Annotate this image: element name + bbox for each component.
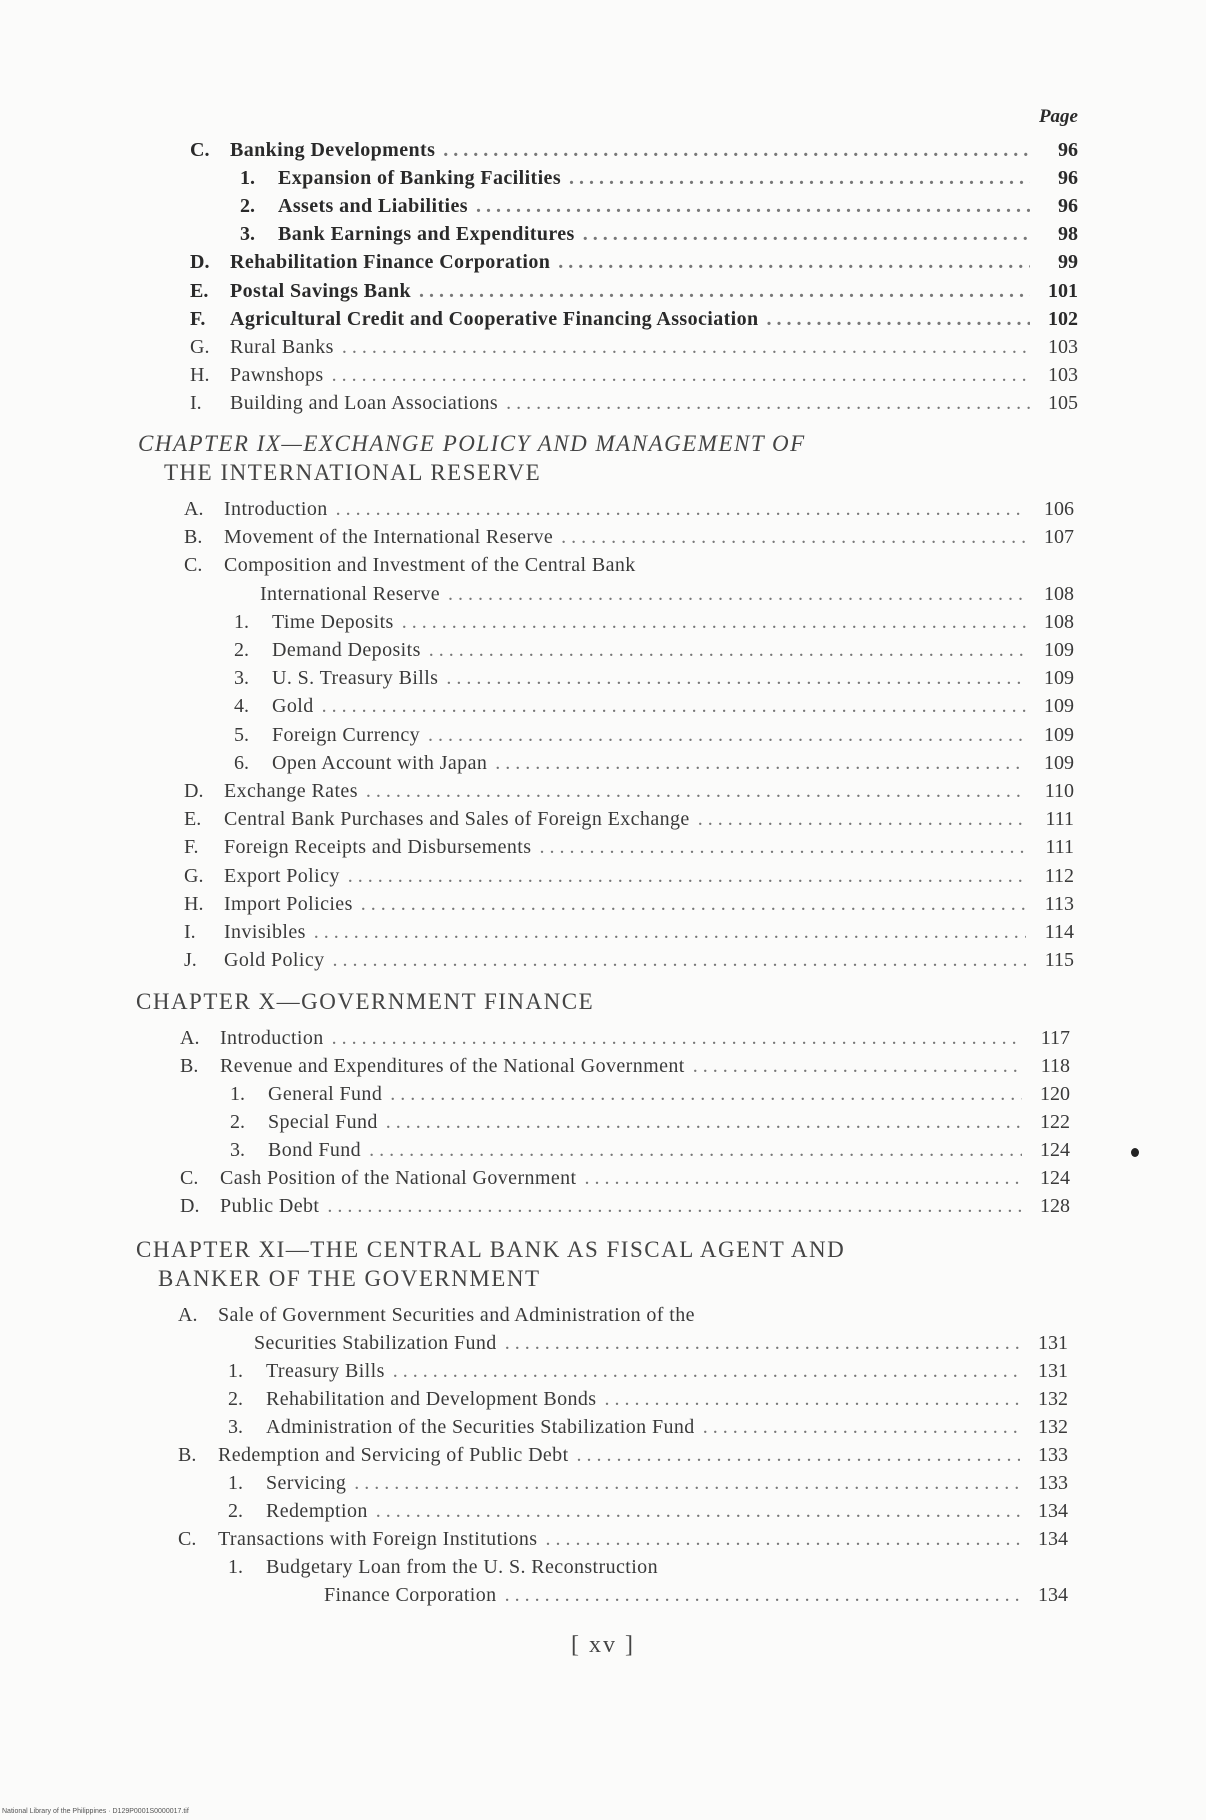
toc-entry — [180, 1192, 1070, 1220]
toc-entry-marker: G. — [184, 864, 204, 887]
dot-leader — [583, 220, 1030, 248]
toc-entry-page: 122 — [1040, 1111, 1070, 1133]
dot-leader — [336, 495, 1026, 523]
toc-entry-marker: 1. — [230, 1083, 245, 1105]
toc-entry-page: 115 — [1044, 949, 1074, 972]
toc-entry-marker: G. — [190, 335, 210, 358]
dot-leader — [558, 248, 1030, 276]
chapter-heading-line: CHAPTER X—GOVERNMENT FINANCE — [136, 989, 595, 1014]
toc-entry-label: General Fund — [268, 1083, 383, 1105]
toc-entry-label: Pawnshops — [230, 363, 324, 386]
dot-leader — [348, 862, 1026, 890]
toc-entry-marker: B. — [180, 1055, 199, 1077]
dot-leader — [342, 333, 1030, 361]
toc-entry-marker: 1. — [228, 1360, 243, 1382]
toc-entry — [228, 1497, 1068, 1525]
toc-entry — [254, 1329, 1068, 1357]
toc-entry-label: Composition and Investment of the Central Bank — [224, 554, 636, 577]
toc-entry-marker: C. — [184, 554, 203, 577]
toc-entry-marker: 2. — [228, 1388, 243, 1410]
dot-leader — [402, 608, 1026, 636]
toc-entry-label: Movement of the International Reserve — [224, 526, 554, 549]
toc-entry — [228, 1553, 1068, 1581]
dot-leader — [505, 1581, 1020, 1609]
toc-entry-page: 109 — [1044, 751, 1074, 774]
toc-entry-label: Expansion of Banking Facilities — [278, 167, 562, 190]
toc-entry-page: 96 — [1058, 139, 1078, 161]
toc-entry-label: Foreign Receipts and Disbursements — [224, 836, 532, 859]
toc-entry-marker: 2. — [230, 1111, 245, 1133]
toc-entry — [234, 749, 1074, 777]
toc-entry-label: Introduction — [224, 498, 328, 520]
toc-entry-marker: E. — [184, 808, 202, 831]
toc-entry-marker: C. — [180, 1167, 199, 1189]
toc-entry-label: Assets and Liabilities — [278, 195, 468, 218]
dot-leader — [332, 1024, 1022, 1052]
toc-entry-label: Exchange Rates — [224, 780, 358, 802]
toc-entry — [260, 580, 1074, 608]
chapter-heading-line: BANKER OF THE GOVERNMENT — [158, 1266, 541, 1291]
dot-leader — [429, 636, 1026, 664]
page-column-header: Page — [1038, 106, 1078, 127]
toc-entry-marker: F. — [184, 836, 199, 859]
toc-entry-page: 124 — [1040, 1139, 1070, 1161]
toc-entry-page: 103 — [1048, 335, 1078, 358]
toc-entry-page: 102 — [1048, 307, 1078, 330]
toc-entry-page: 108 — [1044, 582, 1074, 605]
toc-entry-page: 134 — [1038, 1500, 1068, 1522]
toc-entry — [234, 692, 1074, 720]
toc-entry-page: 108 — [1044, 610, 1074, 633]
toc-entry — [190, 305, 1078, 333]
dot-leader — [539, 833, 1026, 861]
toc-entry-page: 96 — [1058, 167, 1078, 190]
chapter-heading-line: CHAPTER IX—EXCHANGE POLICY AND MANAGEMENT OF — [138, 431, 806, 456]
dot-leader — [577, 1441, 1020, 1469]
dot-leader — [376, 1497, 1020, 1525]
toc-entry-page: 106 — [1044, 498, 1074, 520]
toc-entry-marker: A. — [178, 1304, 198, 1326]
toc-entry-label: Central Bank Purchases and Sales of Foreign Exchange — [224, 808, 690, 831]
toc-entry — [324, 1581, 1068, 1609]
toc-entry — [234, 636, 1074, 664]
toc-entry — [190, 277, 1078, 305]
toc-entry-page: 131 — [1038, 1332, 1068, 1354]
dot-leader — [428, 721, 1026, 749]
toc-entry — [180, 1024, 1070, 1052]
toc-entry-label: Redemption and Servicing of Public Debt — [218, 1444, 569, 1466]
toc-entry-page: 133 — [1038, 1472, 1068, 1494]
toc-entry-page: 133 — [1038, 1444, 1068, 1466]
toc-entry-marker: 1. — [228, 1556, 243, 1578]
toc-entry-page: 109 — [1044, 639, 1074, 661]
dot-leader — [314, 918, 1026, 946]
toc-entry-page: 131 — [1038, 1360, 1068, 1382]
toc-entry — [228, 1469, 1068, 1497]
toc-entry — [190, 333, 1078, 361]
toc-entry-page: 105 — [1048, 391, 1078, 414]
toc-entry-page: 101 — [1048, 279, 1078, 302]
dot-leader — [390, 1080, 1022, 1108]
toc-entry — [180, 1052, 1070, 1080]
toc-entry-label: Cash Position of the National Government — [220, 1167, 577, 1189]
toc-entry-label: International Reserve — [260, 582, 440, 605]
toc-entry-label: U. S. Treasury Bills — [272, 667, 439, 690]
dot-leader — [361, 890, 1026, 918]
toc-entry-page: 134 — [1038, 1584, 1068, 1606]
toc-entry-page: 109 — [1044, 723, 1074, 746]
toc-entry-page: 96 — [1058, 195, 1078, 218]
dot-leader — [698, 805, 1026, 833]
toc-entry-label: Export Policy — [224, 864, 340, 887]
toc-entry-marker: I. — [184, 921, 196, 943]
toc-entry-marker: 2. — [228, 1500, 243, 1522]
toc-entry-label: Securities Stabilization Fund — [254, 1332, 497, 1354]
toc-entry-page: 124 — [1040, 1167, 1070, 1189]
toc-entry-marker: 3. — [234, 667, 249, 690]
toc-entry — [234, 721, 1074, 749]
toc-entry-label: Gold Policy — [224, 949, 325, 972]
toc-entry-label: Introduction — [220, 1027, 324, 1049]
dot-leader — [446, 664, 1026, 692]
dot-leader — [419, 277, 1030, 305]
toc-entry-label: Import Policies — [224, 892, 353, 915]
toc-entry-label: Treasury Bills — [266, 1360, 385, 1382]
toc-entry-marker: H. — [190, 363, 210, 386]
scan-footnote: National Library of the Philippines · D129P0001S0000017.tif — [2, 1808, 189, 1815]
toc-entry-marker: 3. — [230, 1139, 245, 1161]
toc-entry — [190, 389, 1078, 417]
dot-leader — [569, 164, 1030, 192]
toc-entry — [178, 1525, 1068, 1553]
dot-leader — [354, 1469, 1020, 1497]
toc-entry — [190, 136, 1078, 164]
toc-entry-label: Bank Earnings and Expenditures — [278, 223, 575, 246]
toc-entry-label: Redemption — [266, 1500, 368, 1522]
toc-entry — [184, 495, 1074, 523]
toc-entry-marker: C. — [190, 139, 210, 161]
toc-entry-marker: E. — [190, 279, 209, 302]
toc-entry-marker: 1. — [228, 1472, 243, 1494]
toc-entry-page: 128 — [1040, 1195, 1070, 1217]
ink-dot-mark — [1131, 1148, 1139, 1157]
toc-entry-marker: 2. — [240, 195, 255, 218]
dot-leader — [332, 361, 1030, 389]
toc-entry-label: Time Deposits — [272, 610, 394, 633]
toc-entry-page: 98 — [1058, 223, 1078, 246]
toc-entry-label: Transactions with Foreign Institutions — [218, 1528, 538, 1550]
toc-entry-marker: D. — [190, 251, 210, 274]
toc-entry-marker: 1. — [234, 610, 249, 633]
toc-entry — [230, 1108, 1070, 1136]
toc-entry-page: 111 — [1045, 808, 1074, 831]
toc-entry-marker: I. — [190, 391, 202, 414]
dot-leader — [443, 136, 1030, 164]
toc-entry-marker: J. — [184, 949, 197, 972]
toc-entry-label: Banking Developments — [230, 139, 436, 161]
toc-entry-marker: A. — [180, 1027, 200, 1049]
toc-entry-marker: 6. — [234, 751, 249, 774]
dot-leader — [322, 692, 1026, 720]
toc-entry — [240, 164, 1078, 192]
toc-entry-label: Rehabilitation and Development Bonds — [266, 1388, 597, 1410]
toc-entry-label: Building and Loan Associations — [230, 391, 499, 414]
dot-leader — [767, 305, 1030, 333]
toc-entry-label: Demand Deposits — [272, 639, 421, 661]
toc-entry — [234, 608, 1074, 636]
toc-entry-marker: 3. — [240, 223, 255, 246]
dot-leader — [585, 1164, 1022, 1192]
toc-entry-label: Administration of the Securities Stabilization Fund — [266, 1416, 695, 1438]
toc-entry — [228, 1357, 1068, 1385]
toc-entry-marker: H. — [184, 892, 204, 915]
toc-entry-page: 107 — [1044, 526, 1074, 549]
toc-entry-marker: D. — [184, 780, 204, 802]
toc-entry — [240, 192, 1078, 220]
dot-leader — [545, 1525, 1020, 1553]
toc-entry — [184, 777, 1074, 805]
toc-entry-label: Agricultural Credit and Cooperative Financing Association — [230, 307, 759, 330]
toc-entry-marker: A. — [184, 498, 204, 520]
toc-entry-label: Public Debt — [220, 1195, 320, 1217]
toc-entry-label: Servicing — [266, 1472, 347, 1494]
toc-entry-label: Rural Banks — [230, 335, 334, 358]
toc-entry-marker: D. — [180, 1195, 200, 1217]
toc-entry-label: Gold — [272, 695, 314, 718]
dot-leader — [476, 192, 1030, 220]
toc-entry-page: 132 — [1038, 1416, 1068, 1438]
toc-entry-marker: B. — [178, 1444, 197, 1466]
dot-leader — [366, 777, 1026, 805]
toc-entry-marker: 2. — [234, 639, 249, 661]
toc-entry — [230, 1080, 1070, 1108]
toc-entry-page: 103 — [1048, 363, 1078, 386]
toc-entry-label: Special Fund — [268, 1111, 378, 1133]
toc-entry — [184, 805, 1074, 833]
toc-entry-marker: 5. — [234, 723, 249, 746]
dot-leader — [393, 1357, 1020, 1385]
toc-entry-page: 110 — [1044, 780, 1074, 802]
toc-entry-label: Postal Savings Bank — [230, 279, 411, 302]
toc-entry — [230, 1136, 1070, 1164]
toc-entry-label: Finance Corporation — [324, 1584, 497, 1606]
toc-entry — [184, 551, 1074, 579]
toc-entry-page: 112 — [1044, 864, 1074, 887]
toc-entry-page: 120 — [1040, 1083, 1070, 1105]
toc-entry — [180, 1164, 1070, 1192]
toc-entry-marker: F. — [190, 307, 206, 330]
toc-entry — [228, 1385, 1068, 1413]
toc-entry — [184, 833, 1074, 861]
toc-entry-label: Open Account with Japan — [272, 751, 488, 774]
dot-leader — [506, 389, 1030, 417]
toc-entry — [228, 1413, 1068, 1441]
toc-entry — [190, 361, 1078, 389]
toc-entry-label: Invisibles — [224, 921, 306, 943]
toc-entry-page: 109 — [1044, 667, 1074, 690]
toc-entry — [234, 664, 1074, 692]
toc-entry — [178, 1441, 1068, 1469]
toc-entry-label: Rehabilitation Finance Corporation — [230, 251, 551, 274]
toc-entry-page: 109 — [1044, 695, 1074, 718]
toc-entry-marker: B. — [184, 526, 203, 549]
toc-entry — [184, 862, 1074, 890]
dot-leader — [703, 1413, 1020, 1441]
dot-leader — [333, 946, 1026, 974]
toc-entry-page: 114 — [1044, 921, 1074, 943]
dot-leader — [448, 580, 1026, 608]
toc-entry — [184, 946, 1074, 974]
toc-entry-page: 99 — [1058, 251, 1078, 274]
toc-entry — [240, 220, 1078, 248]
toc-entry-marker: C. — [178, 1528, 197, 1550]
toc-entry-page: 117 — [1040, 1027, 1070, 1049]
toc-entry-page: 134 — [1038, 1528, 1068, 1550]
toc-entry — [184, 890, 1074, 918]
chapter-heading-line: THE INTERNATIONAL RESERVE — [164, 460, 542, 485]
toc-entry — [178, 1301, 1068, 1329]
toc-entry — [184, 523, 1074, 551]
dot-leader — [505, 1329, 1020, 1357]
toc-entry-label: Bond Fund — [268, 1139, 362, 1161]
dot-leader — [604, 1385, 1020, 1413]
toc-entry-page: 111 — [1045, 836, 1074, 859]
dot-leader — [693, 1052, 1022, 1080]
toc-entry-page: 118 — [1040, 1055, 1070, 1077]
toc-entry-page: 113 — [1044, 892, 1074, 915]
toc-entry-label: Sale of Government Securities and Administration of the — [218, 1304, 695, 1326]
toc-entry-label: Budgetary Loan from the U. S. Reconstruction — [266, 1556, 658, 1578]
toc-entry-label: Foreign Currency — [272, 723, 421, 746]
dot-leader — [327, 1192, 1022, 1220]
toc-entry-page: 132 — [1038, 1388, 1068, 1410]
toc-entry — [190, 248, 1078, 276]
dot-leader — [386, 1108, 1022, 1136]
toc-entry-marker: 4. — [234, 695, 249, 718]
chapter-heading-line: CHAPTER XI—THE CENTRAL BANK AS FISCAL AGENT AND — [136, 1237, 846, 1262]
dot-leader — [369, 1136, 1022, 1164]
page-folio: [ xv ] — [571, 1632, 635, 1658]
toc-entry-label: Revenue and Expenditures of the National Government — [220, 1055, 685, 1077]
dot-leader — [561, 523, 1026, 551]
toc-entry-marker: 3. — [228, 1416, 243, 1438]
dot-leader — [495, 749, 1026, 777]
toc-entry-marker: 1. — [240, 167, 255, 190]
toc-entry — [184, 918, 1074, 946]
